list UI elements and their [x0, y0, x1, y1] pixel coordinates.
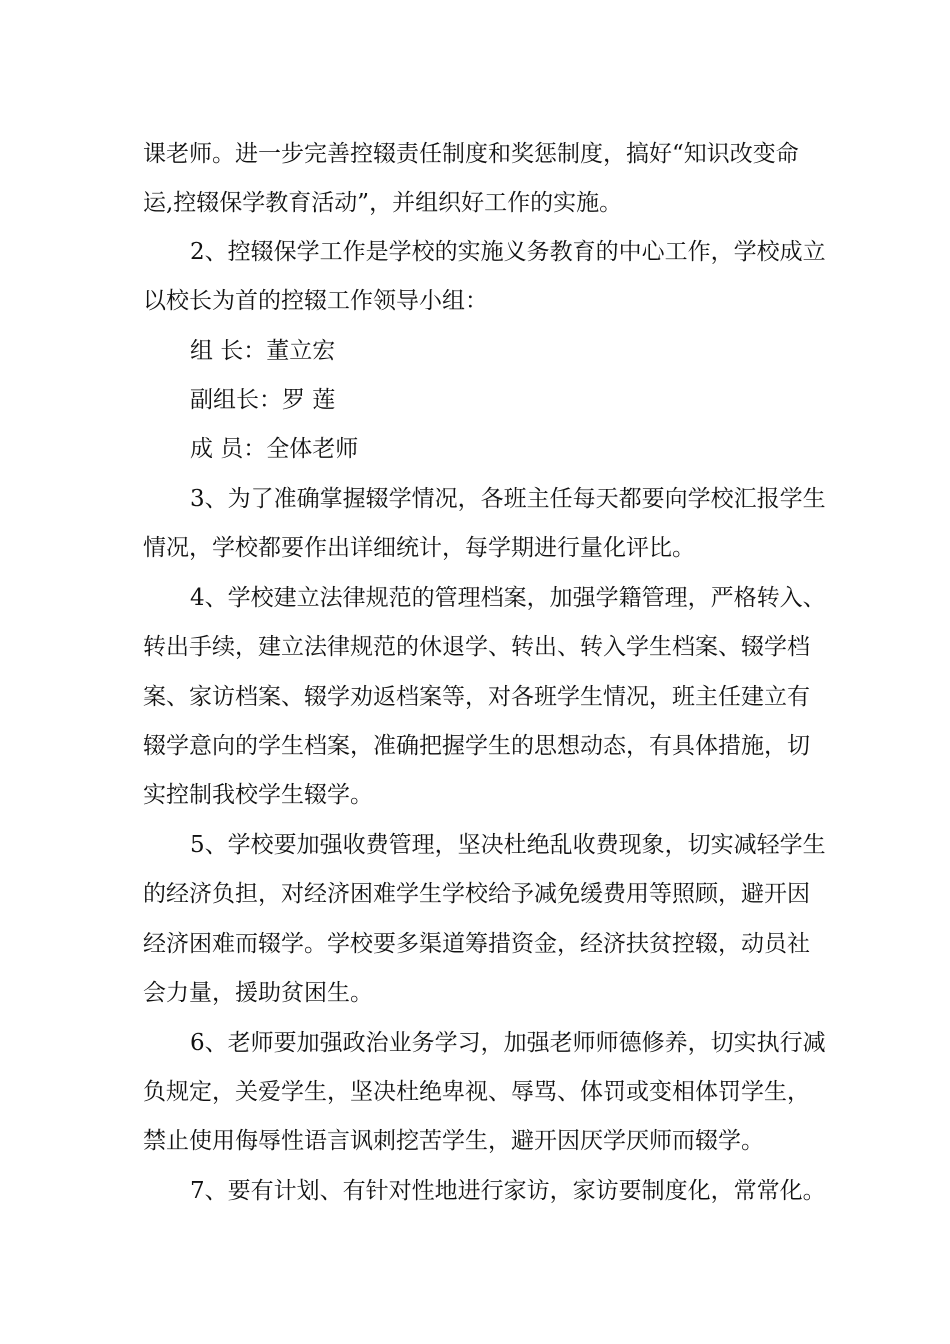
text-line: 案、家访档案、辍学劝返档案等，对各班学生情况，班主任建立有 [143, 684, 810, 710]
paragraph-6-first-line: 6、老师要加强政治业务学习，加强老师师德修养，切实执行减 [190, 1030, 826, 1056]
deputy-leader-line: 副组长：罗 莲 [190, 387, 336, 413]
text-line: 实控制我校学生辍学。 [143, 782, 373, 808]
paragraph-2-first-line: 2、控辍保学工作是学校的实施义务教育的中心工作，学校成立 [190, 239, 826, 265]
members-line: 成 员：全体老师 [190, 436, 359, 462]
text-line: 的经济负担，对经济困难学生学校给予减免缓费用等照顾，避开因 [143, 881, 810, 907]
text-line: 辍学意向的学生档案，准确把握学生的思想动态，有具体措施，切 [143, 733, 810, 759]
paragraph-7-first-line: 7、要有计划、有针对性地进行家访，家访要制度化，常常化。 [190, 1178, 826, 1204]
text-line: 经济困难而辍学。学校要多渠道筹措资金，经济扶贫控辍，动员社 [143, 931, 810, 957]
paragraph-5-first-line: 5、学校要加强收费管理，坚决杜绝乱收费现象，切实减轻学生 [190, 832, 826, 858]
leader-line: 组 长：董立宏 [190, 338, 336, 364]
text-line: 会力量，援助贫困生。 [143, 980, 373, 1006]
text-line: 课老师。进一步完善控辍责任制度和奖惩制度，搞好“知识改变命 [143, 141, 799, 167]
text-line: 禁止使用侮辱性语言讽刺挖苦学生，避开因厌学厌师而辍学。 [143, 1128, 764, 1154]
paragraph-4-first-line: 4、学校建立法律规范的管理档案，加强学籍管理，严格转入、 [190, 585, 826, 611]
text-line: 负规定，关爱学生，坚决杜绝卑视、辱骂、体罚或变相体罚学生， [143, 1079, 810, 1105]
text-line: 以校长为首的控辍工作领导小组： [143, 288, 488, 314]
text-line: 情况，学校都要作出详细统计，每学期进行量化评比。 [143, 535, 695, 561]
text-line: 转出手续，建立法律规范的休退学、转出、转入学生档案、辍学档 [143, 634, 810, 660]
paragraph-3-first-line: 3、为了准确掌握辍学情况，各班主任每天都要向学校汇报学生 [190, 486, 826, 512]
text-line: 运,控辍保学教育活动”，并组织好工作的实施。 [143, 190, 623, 216]
